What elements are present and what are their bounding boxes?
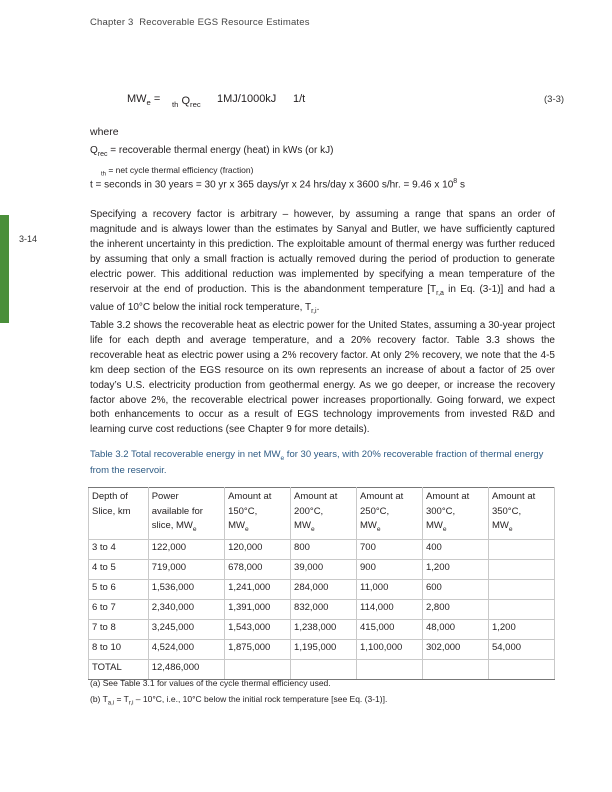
table-cell: 12,486,000 xyxy=(148,660,224,680)
table-body xyxy=(89,540,555,680)
header-line: Depth of xyxy=(92,491,128,502)
caption-sub: e xyxy=(280,454,285,462)
caption-part-a: Table 3.2 Total recoverable energy in net MW xyxy=(90,449,281,460)
header-line: Slice, km xyxy=(92,505,131,517)
table-row xyxy=(89,660,555,680)
header-line: Amount at xyxy=(491,491,536,502)
table-cell: 1,536,000 xyxy=(148,580,224,600)
definition-eta xyxy=(101,165,253,178)
table-cell xyxy=(488,580,554,600)
header-line: MW xyxy=(425,520,443,531)
header-chapter: Chapter 3 xyxy=(90,17,134,28)
table-cell xyxy=(291,660,357,680)
table-cell: 400 xyxy=(422,540,488,560)
table-cell: 1,100,000 xyxy=(357,640,423,660)
table-header-cell xyxy=(225,488,291,540)
table-cell: 3,245,000 xyxy=(148,620,224,640)
table-header-cell xyxy=(89,488,149,540)
table-cell: 1,238,000 xyxy=(291,620,357,640)
equation-eta-sub: th xyxy=(172,100,179,110)
definition-qrec xyxy=(90,145,333,158)
qrec-symbol: Q xyxy=(90,145,98,156)
qrec-text: = recoverable thermal energy (heat) in kWs (or kJ) xyxy=(110,145,334,156)
table-cell: 1,195,000 xyxy=(291,640,357,660)
table-cell: 700 xyxy=(357,540,423,560)
header-line: 300°C, xyxy=(425,505,456,517)
table-cell: 832,000 xyxy=(291,600,357,620)
table-cell: 122,000 xyxy=(148,540,224,560)
para1-text3: . xyxy=(316,302,320,314)
table-cell: 1,875,000 xyxy=(225,640,291,660)
header-line: MW xyxy=(228,520,245,531)
table-row xyxy=(89,540,555,560)
table-header-cell xyxy=(422,488,488,540)
table-cell: 678,000 xyxy=(225,560,291,580)
header-title: Recoverable EGS Resource Estimates xyxy=(139,17,310,28)
header-line: MW xyxy=(294,520,311,531)
table-cell: 7 to 8 xyxy=(89,620,149,640)
footnote-b xyxy=(90,694,387,707)
eta-text: = net cycle thermal efficiency (fraction) xyxy=(108,165,254,175)
t-exponent: 8 xyxy=(453,178,458,185)
equation-lhs xyxy=(127,93,160,107)
footnote-a: (a) See Table 3.1 for values of the cycle thermal efficiency used. xyxy=(90,678,331,688)
table-cell xyxy=(422,660,488,680)
equation-number: (3-3) xyxy=(544,94,565,105)
table-cell: 600 xyxy=(422,580,488,600)
table-row xyxy=(89,580,555,600)
header-line: Power xyxy=(151,491,179,502)
equation-mw: MW xyxy=(127,93,147,105)
fn-b-mid: = T xyxy=(114,694,129,704)
table-caption xyxy=(90,449,550,478)
header-sub: e xyxy=(442,525,447,533)
table-cell: 415,000 xyxy=(357,620,423,640)
table-row xyxy=(89,600,555,620)
table-cell: 302,000 xyxy=(422,640,488,660)
header-line: MW xyxy=(360,520,377,531)
equation-q: Q xyxy=(181,95,191,107)
table-header-cell xyxy=(357,488,423,540)
table-cell: 54,000 xyxy=(488,640,554,660)
caption-part-b: for 30 years, with 20% recoverable fraction of thermal energy from the reservoir. xyxy=(90,449,544,477)
table-row xyxy=(89,620,555,640)
equation-time: 1/t xyxy=(293,93,306,105)
table-cell: 1,391,000 xyxy=(225,600,291,620)
table-row xyxy=(89,560,555,580)
header-sub: e xyxy=(310,525,315,533)
header-sub: e xyxy=(192,525,197,533)
header-sub: e xyxy=(244,525,249,533)
header-line: 250°C, xyxy=(360,505,390,517)
table-cell: 6 to 7 xyxy=(89,600,149,620)
table-cell: 4,524,000 xyxy=(148,640,224,660)
table-cell: 1,200 xyxy=(422,560,488,580)
para1-sub-ri: r,i xyxy=(311,308,317,316)
header-line: 200°C, xyxy=(294,505,324,517)
table-header-cell xyxy=(291,488,357,540)
table-cell: 39,000 xyxy=(291,560,357,580)
table-cell: 1,241,000 xyxy=(225,580,291,600)
t-text: t = seconds in 30 years = 30 yr x 365 days/yr x 24 hrs/day x 3600 s/hr. = 9.46 x 10 xyxy=(90,179,454,191)
table-cell: 11,000 xyxy=(357,580,423,600)
fn-b-pre: (b) T xyxy=(90,694,108,704)
table-header-row xyxy=(89,488,555,540)
table-cell: 48,000 xyxy=(422,620,488,640)
para1-sub-ra: r,a xyxy=(436,289,444,297)
equation-equals: = xyxy=(153,93,161,105)
table-cell: 120,000 xyxy=(225,540,291,560)
para1-text2: in Eq. (3-1)] and had a value of 10°C below the initial rock temperature, T xyxy=(90,283,555,314)
table-cell: 4 to 5 xyxy=(89,560,149,580)
header-line: Amount at xyxy=(360,491,404,502)
header-line: 350°C, xyxy=(491,505,522,517)
table-cell: 800 xyxy=(291,540,357,560)
equation-q-sub: rec xyxy=(190,100,201,110)
header-line: Amount at xyxy=(228,491,272,502)
table-row xyxy=(89,640,555,660)
where-label: where xyxy=(90,126,119,138)
table-cell: 5 to 6 xyxy=(89,580,149,600)
table-header-cell xyxy=(488,488,554,540)
table-cell: 2,800 xyxy=(422,600,488,620)
equation-conversion: 1MJ/1000kJ xyxy=(217,93,277,105)
table-cell: 8 to 10 xyxy=(89,640,149,660)
table-cell: 1,543,000 xyxy=(225,620,291,640)
table-cell xyxy=(225,660,291,680)
table-cell: 900 xyxy=(357,560,423,580)
header-line: MW xyxy=(491,520,509,531)
table-cell xyxy=(357,660,423,680)
header-line: slice, MW xyxy=(151,520,193,531)
table-cell xyxy=(488,660,554,680)
table-cell: 114,000 xyxy=(357,600,423,620)
recoverable-energy-table xyxy=(88,487,555,680)
table-cell xyxy=(488,540,554,560)
running-header xyxy=(90,17,310,28)
table-header-cell xyxy=(148,488,224,540)
header-line: available for xyxy=(151,505,203,517)
equation-eta-q xyxy=(172,95,201,109)
header-sub: e xyxy=(508,525,513,533)
paragraph-recovery-factor xyxy=(90,208,555,320)
qrec-sub: rec xyxy=(97,151,108,158)
definition-t xyxy=(90,178,465,190)
table-cell: 2,340,000 xyxy=(148,600,224,620)
chapter-tab-bar xyxy=(0,215,9,323)
paragraph-table-discussion: Table 3.2 shows the recoverable heat as electric power for the United States, assuming a 30-year project life for each depth and average temperature, and a 20% recovery factor. Table 3.3 shows the recoverable heat as electric power using a 2% recovery factor. At only 2% recovery, we note that the 4-5 km deep section of the EGS resource on its own represents an increase of about a factor of 25 over today’s U.S. electricity production from geothermal energy. As we go deeper, or increase the recovery factor above 2%, the recoverable electrical power increases proportionally. Going forward, we expect both enhancements to occur as a result of EGS technology improvements from invested R&D and learning curve cost reductions (see Chapter 9 for more details). xyxy=(90,320,555,436)
table-cell: 284,000 xyxy=(291,580,357,600)
header-line: Amount at xyxy=(425,491,470,502)
eta-sub: th xyxy=(101,171,106,178)
fn-b-sub1: a,i xyxy=(107,700,115,707)
table-cell: 1,200 xyxy=(488,620,554,640)
table-cell: 719,000 xyxy=(148,560,224,580)
table-cell: 3 to 4 xyxy=(89,540,149,560)
table-cell xyxy=(488,600,554,620)
header-line: Amount at xyxy=(294,491,338,502)
page-number: 3-14 xyxy=(19,234,38,244)
table-cell xyxy=(488,560,554,580)
equation-mw-sub: e xyxy=(146,98,151,108)
fn-b-post: – 10°C, i.e., 10°C below the initial rock temperature [see Eq. (3-1)]. xyxy=(133,694,388,704)
fn-b-sub2: r,i xyxy=(128,700,134,707)
t-unit: s xyxy=(459,179,465,191)
table-cell: TOTAL xyxy=(89,660,149,680)
header-line: 150°C, xyxy=(228,505,258,517)
header-sub: e xyxy=(376,525,381,533)
para1-text: Specifying a recovery factor is arbitrary – however, by assuming a range that spans an order of magnitude and is always lower than the estimates by Sanyal and Butler, we have sufficiently captured the inherent uncertainty in this prediction. The exploitable amount of thermal energy was further reduced by assuming that only a small fraction is actually removed during the period of production to generate electric power. This additional reduction was implemented by specifying a mean temperature of the reservoir at the end of production. This is the abandonment temperature [T xyxy=(90,209,555,295)
